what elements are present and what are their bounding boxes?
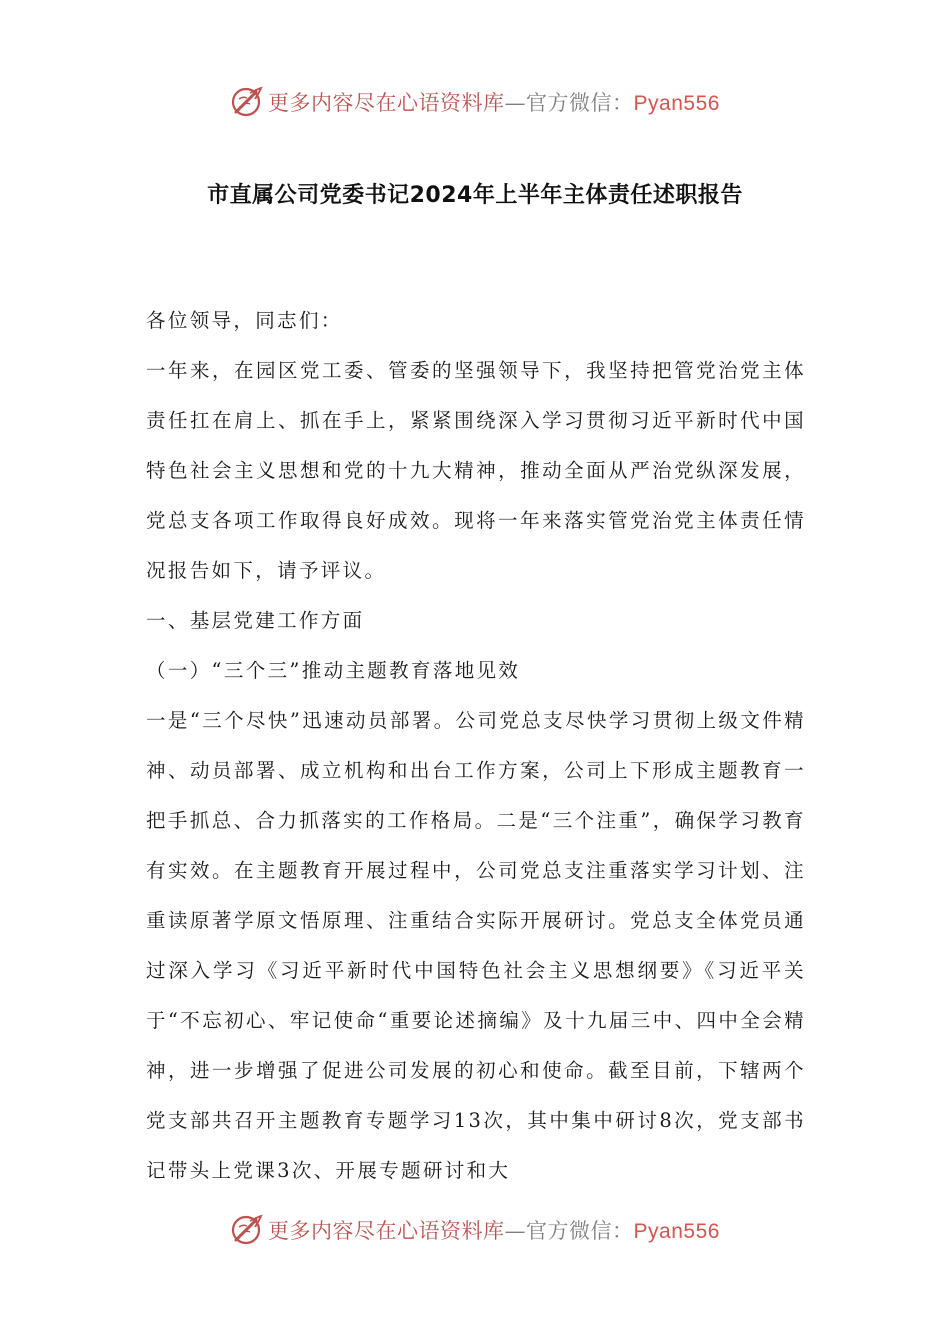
banner-text [268, 1215, 720, 1245]
intro-paragraph: 一年来，在园区党工委、管委的坚强领导下，我坚持把管党治党主体责任扛在肩上、抓在手上，紧紧围绕深入学习贯彻习近平新时代中国特色社会主义思想和党的十九大精神，推动全面从严治党纵深发展，党总支各项工作取得良好成效。现将一年来落实管党治党主体责任情况报告如下，请予评议。 [146, 359, 806, 582]
banner-main-text: 更多内容尽在心语资料库 [268, 1219, 505, 1243]
header-banner [0, 80, 950, 124]
banner-main-text: 更多内容尽在心语资料库 [268, 91, 505, 115]
banner-account: Pyan556 [633, 92, 720, 115]
banner-wechat-label: —官方微信： [504, 1219, 634, 1243]
pen-logo-icon [230, 85, 264, 119]
banner-account: Pyan556 [633, 1220, 720, 1243]
section-heading: 一、基层党建工作方面 [146, 609, 365, 632]
document-body [146, 296, 806, 1196]
body-paragraph: 一是“三个尽快”迅速动员部署。公司党总支尽快学习贯彻上级文件精神、动员部署、成立机构和出台工作方案，公司上下形成主题教育一把手抓总、合力抓落实的工作格局。二是“三个注重”，确保学习教育有实效。在主题教育开展过程中，公司党总支注重落实学习计划、注重读原著学原文悟原理、注重结合实际开展研讨。党总支全体党员通过深入学习《习近平新时代中国特色社会主义思想纲要》《习近平关于“不忘初心、牢记使命“重要论述摘编》及十九届三中、四中全会精神，进一步增强了促进公司发展的初心和使命。截至目前，下辖两个党支部共召开主题教育专题学习13次，其中集中研讨8次，党支部书记带头上党课3次、开展专题研讨和大 [146, 709, 806, 1182]
document-title: 市直属公司党委书记2024年上半年主体责任述职报告 [207, 183, 743, 208]
banner-text [268, 87, 720, 117]
footer-banner [0, 1208, 950, 1252]
subsection-heading: （一）“三个三”推动主题教育落地见效 [146, 659, 521, 682]
salutation-paragraph: 各位领导，同志们： [146, 309, 343, 332]
banner-wechat-label: —官方微信： [504, 91, 634, 115]
pen-logo-icon [230, 1213, 264, 1247]
